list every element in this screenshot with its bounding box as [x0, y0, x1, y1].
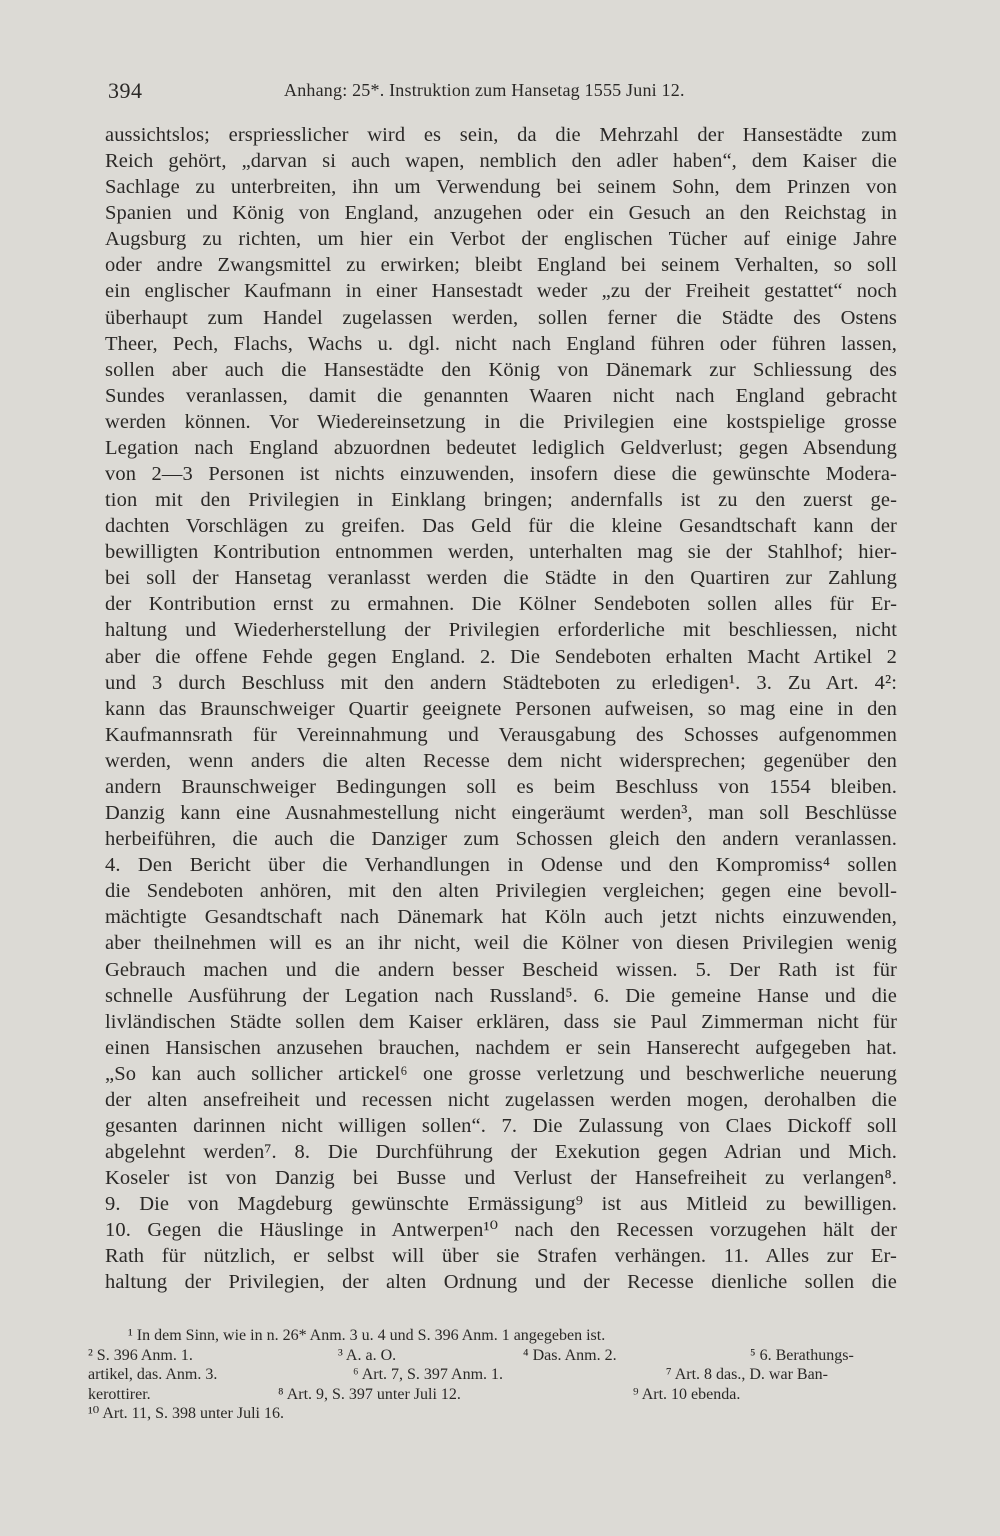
text-line: Sundes veranlassen, damit die genannten Waaren nicht nach England gebracht	[105, 384, 897, 407]
text-line: Gebrauch machen und die andern besser Bescheid wissen. 5. Der Rath ist für	[105, 958, 897, 981]
text-line: einen Hansischen anzusehen brauchen, nachdem er sein Hanserecht aufgegeben hat.	[105, 1036, 897, 1059]
footnote-row	[88, 1365, 892, 1385]
footnote-8: ⁸ Art. 9, S. 397 unter Juli 12.	[278, 1385, 461, 1403]
footnote-1: ¹ In dem Sinn, wie in n. 26* Anm. 3 u. 4 und S. 396 Anm. 1 angegeben ist.	[128, 1327, 606, 1344]
text-line: schnelle Ausführung der Legation nach Russland⁵. 6. Die gemeine Hanse und die	[105, 984, 897, 1007]
text-line: 10. Gegen die Häuslinge in Antwerpen¹⁰ nach den Recessen vorzugehen hält der	[105, 1219, 897, 1242]
text-line: und 3 durch Beschluss mit den andern Städteboten zu erledigen¹. 3. Zu Art. 4²:	[105, 671, 897, 694]
text-line: „So kan auch sollicher artickel⁶ one grosse verletzung und beschwerliche neuerung	[105, 1062, 897, 1085]
footnote-4: ⁴ Das. Anm. 2.	[523, 1346, 617, 1364]
text-line: andern Braunschweiger Bedingungen soll es beim Beschluss von 1554 bleiben.	[105, 775, 897, 798]
text-line: abgelehnt werden⁷. 8. Die Durchführung der Exekution gegen Adrian und Mich.	[105, 1141, 897, 1164]
footnote-10: ¹⁰ Art. 11, S. 398 unter Juli 16.	[88, 1405, 284, 1422]
text-line: der alten ansefreiheit und recessen nicht zugelassen werden mogen, derohalben die	[105, 1088, 897, 1111]
text-line: Koseler ist von Danzig bei Busse und Verlust der Hansefreiheit zu verlangen⁸.	[105, 1167, 897, 1190]
text-line: gesanten darinnen nicht willigen sollen“. 7. Die Zulassung von Claes Dickoff soll	[105, 1114, 897, 1137]
text-line: haltung und Wiederherstellung der Privilegien erforderliche mit beschliessen, nicht	[105, 619, 897, 642]
text-line: Theer, Pech, Flachs, Wachs u. dgl. nicht nach England führen oder führen lassen,	[105, 332, 897, 355]
text-line: Reich gehört, „darvan si auch wapen, nemblich den adler haben“, dem Kaiser die	[105, 150, 897, 173]
text-line: Sachlage zu unterbreiten, ihn um Verwendung bei seinem Sohn, dem Prinzen von	[105, 176, 897, 199]
text-line: herbeiführen, die auch die Danziger zum Schossen gleich den andern veranlassen.	[105, 828, 897, 851]
text-line: der Kontribution ernst zu ermahnen. Die Kölner Sendeboten sollen alles für Er-	[105, 593, 897, 616]
footnote-9: ⁹ Art. 10 ebenda.	[633, 1385, 741, 1403]
text-line: bei soll der Hansetag veranlasst werden die Städte in den Quartiren zur Zahlung	[105, 567, 897, 590]
text-line: aber theilnehmen will es an ihr nicht, weil die Kölner von diesen Privilegien wenig	[105, 932, 897, 955]
page-number: 394	[108, 78, 143, 103]
text-line: Kaufmannsrath für Vereinnahmung und Verausgabung des Schosses aufgenommen	[105, 723, 897, 746]
text-line: werden, wenn anders die alten Recesse dem nicht widersprechen; gegenüber den	[105, 749, 897, 772]
text-line: Augsburg zu richten, um hier ein Verbot der englischen Tücher auf einige Jahre	[105, 228, 897, 251]
text-line: aber die offene Fehde gegen England. 2. Die Sendeboten erhalten Macht Artikel 2	[105, 645, 897, 668]
text-line: Danzig kann eine Ausnahmestellung nicht eingeräumt werden³, man soll Beschlüsse	[105, 802, 897, 825]
footnote-row	[88, 1326, 892, 1346]
footnote-2: ² S. 396 Anm. 1.	[88, 1346, 193, 1364]
running-title: Anhang: 25*. Instruktion zum Hansetag 1555 Juni 12.	[284, 80, 685, 100]
footnote-5: ⁵ 6. Berathungs-	[750, 1346, 854, 1364]
footnote-7: ⁷ Art. 8 das., D. war Ban-	[666, 1366, 828, 1383]
text-line: haltung der Privilegien, der alten Ordnung und der Recesse dienliche sollen die	[105, 1271, 897, 1294]
text-line: tion mit den Privilegien in Einklang bringen; andernfalls ist zu den zuerst ge-	[105, 489, 897, 512]
footnote-row	[88, 1346, 892, 1366]
text-line: sollen aber auch die Hansestädte den König von Dänemark zur Schliessung des	[105, 358, 897, 381]
text-line: werden können. Vor Wiedereinsetzung in die Privilegien eine kostspielige grosse	[105, 410, 897, 433]
footnote-row	[88, 1385, 892, 1405]
footnote-row	[88, 1404, 892, 1424]
text-line: 9. Die von Magdeburg gewünschte Ermässigung⁹ ist aus Mitleid zu bewilligen.	[105, 1193, 897, 1216]
body-text	[105, 122, 897, 1296]
text-line: bewilligten Kontribution entnommen werden, unterhalten mag sie der Stahlhof; hier-	[105, 541, 897, 564]
text-line: Spanien und König von England, anzugehen oder ein Gesuch an den Reichstag in	[105, 202, 897, 225]
text-line: überhaupt zum Handel zugelassen werden, sollen ferner die Städte des Ostens	[105, 306, 897, 329]
running-head	[108, 78, 898, 108]
footnote-6: ⁶ Art. 7, S. 397 Anm. 1.	[353, 1366, 504, 1383]
footnote-5-continued: artikel, das. Anm. 3.	[88, 1366, 218, 1383]
text-line: Rath für nützlich, er selbst will über sie Strafen verhängen. 11. Alles zur Er-	[105, 1245, 897, 1268]
text-line: dachten Vorschlägen zu greifen. Das Geld für die kleine Gesandtschaft kann der	[105, 515, 897, 538]
text-line: aussichtslos; erspriesslicher wird es sein, da die Mehrzahl der Hansestädte zum	[105, 124, 897, 146]
text-line: kann das Braunschweiger Quartir geeignete Personen aufweisen, so mag eine in den	[105, 697, 897, 720]
footnote-3: ³ A. a. O.	[338, 1346, 397, 1364]
text-line: livländischen Städte sollen dem Kaiser erklären, dass sie Paul Zimmerman nicht für	[105, 1010, 897, 1033]
text-line: von 2—3 Personen ist nichts einzuwenden, insofern diese die gewünschte Modera-	[105, 463, 897, 486]
text-line: ein englischer Kaufmann in einer Hansestadt weder „zu der Freiheit gestattet“ noch	[105, 280, 897, 303]
text-line: die Sendeboten anhören, mit den alten Privilegien vergleichen; gegen eine bevoll-	[105, 880, 897, 903]
footnote-7-continued: kerottirer.	[88, 1385, 151, 1403]
text-line: 4. Den Bericht über die Verhandlungen in Odense und den Kompromiss⁴ sollen	[105, 854, 897, 877]
text-line: Legation nach England abzuordnen bedeutet lediglich Geldverlust; gegen Absendung	[105, 436, 897, 459]
text-line: mächtigte Gesandtschaft nach Dänemark hat Köln auch jetzt nichts einzuwenden,	[105, 906, 897, 929]
footnotes	[88, 1326, 892, 1424]
text-line: oder andre Zwangsmittel zu erwirken; bleibt England bei seinem Verhalten, so soll	[105, 254, 897, 277]
